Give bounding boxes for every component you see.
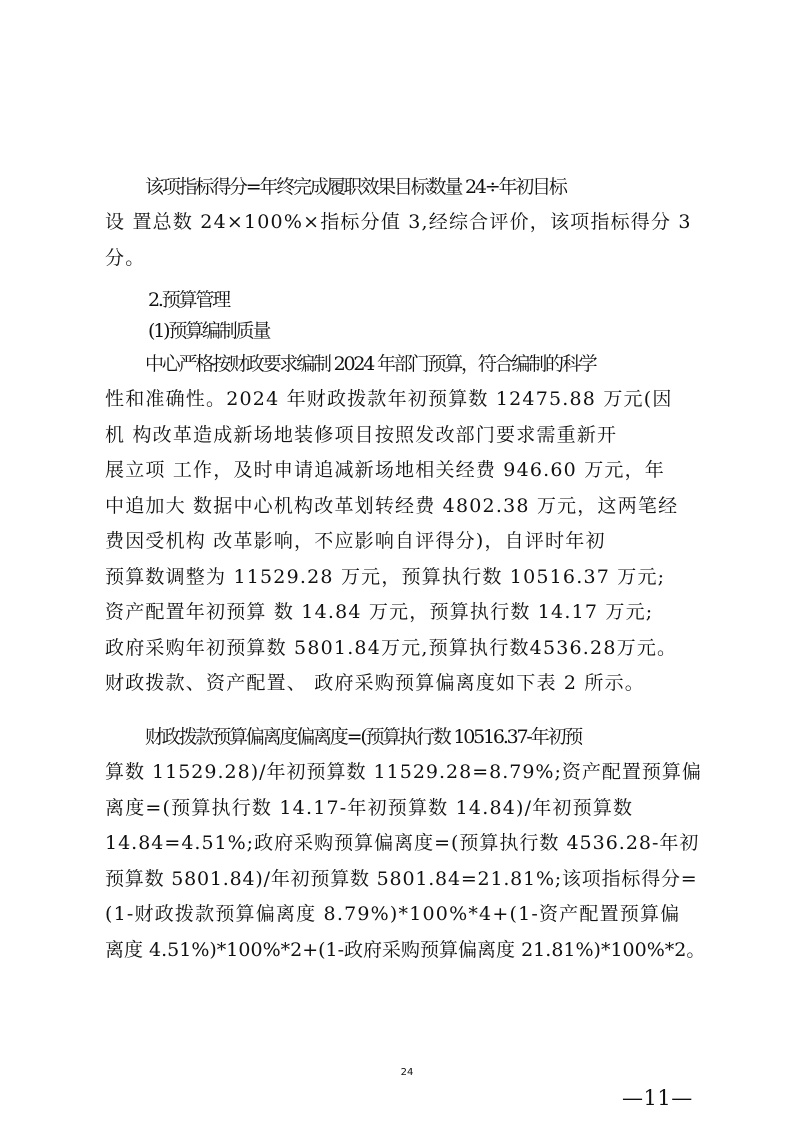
- text-line: 财政拨款预算偏离度偏离度=(预算执行数 10516.37-年初预: [145, 726, 582, 748]
- subsection-heading: (1)预算编制质量: [148, 320, 270, 342]
- text-line: 性和准确性。2024 年财政拨款年初预算数 12475.88 万元(因: [105, 388, 673, 410]
- text-line: 中追加大 数据中心机构改革划转经费 4802.38 万元，这两笔经: [105, 495, 679, 517]
- text-line: 费因受机构 改革影响，不应影响自评得分)，自评时年初: [105, 530, 606, 552]
- page-folio: —11—: [622, 1086, 693, 1110]
- text-line: 离度 4.51%)*100%*2+(1-政府采购预算偏离度 21.81%)*100%*2。: [105, 939, 706, 961]
- text-line: 展立项 工作，及时申请追减新场地相关经费 946.60 万元，年: [105, 459, 666, 481]
- text-line: 设 置总数 24×100%×指标分值 3,经综合评价，该项指标得分 3: [105, 211, 692, 233]
- text-line: 该项指标得分=年终完成履职效果目标数量 24÷年初目标: [145, 176, 566, 198]
- text-line: 预算数 5801.84)/年初预算数 5801.84=21.81%;该项指标得分=: [105, 868, 698, 890]
- text-line: 离度=(预算执行数 14.17-年初预算数 14.84)/年初预算数: [105, 797, 634, 819]
- text-line: 分。: [105, 247, 146, 269]
- text-line: 资产配置年初预算 数 14.84 万元，预算执行数 14.17 万元;: [105, 601, 654, 623]
- text-line: 14.84=4.51%;政府采购预算偏离度=(预算执行数 4536.28-年初: [105, 832, 700, 854]
- text-line: 算数 11529.28)/年初预算数 11529.28=8.79%;资产配置预算偏: [105, 761, 702, 783]
- text-line: 财政拨款、资产配置、 政府采购预算偏离度如下表 2 所示。: [105, 672, 646, 694]
- text-line: 中心严格按财政要求编制 2024 年部门预算，符合编制的科学: [145, 353, 596, 375]
- section-heading: 2.预算管理: [148, 289, 229, 311]
- text-line: 预算数调整为 11529.28 万元，预算执行数 10516.37 万元;: [105, 566, 666, 588]
- text-line: 机 构改革造成新场地装修项目按照发改部门要求需重新开: [105, 424, 618, 446]
- text-line: 政府采购年初预算数 5801.84万元,预算执行数4536.28万元。: [105, 637, 678, 659]
- page-number: 24: [400, 1067, 414, 1078]
- text-line: (1-财政拨款预算偏离度 8.79%)*100%*4+(1-资产配置预算偏: [105, 903, 681, 925]
